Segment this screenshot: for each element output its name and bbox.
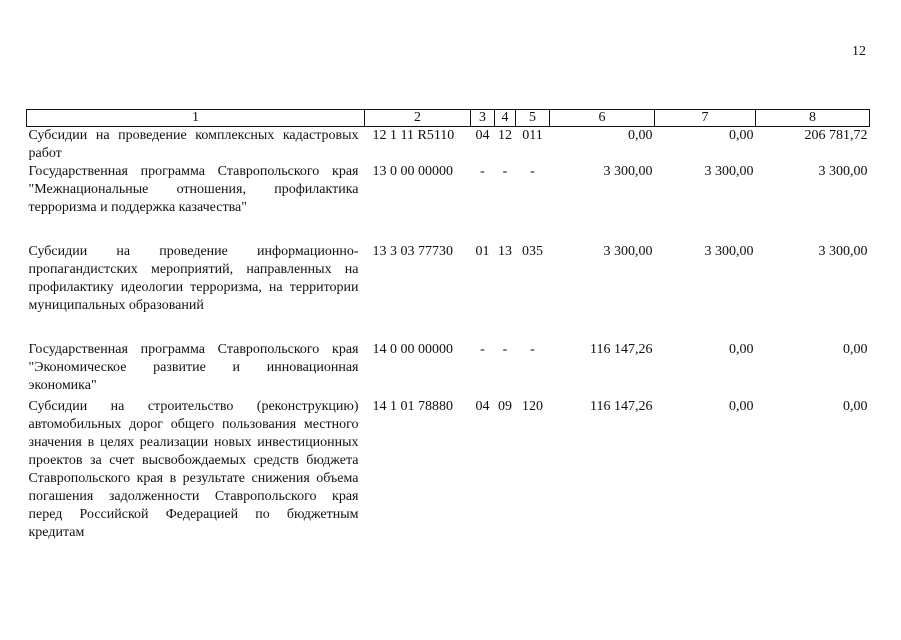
row-value-7: 0,00 (729, 342, 754, 357)
table-row (27, 341, 870, 398)
header-col-3: 3 (471, 110, 495, 127)
row-value-8: 206 781,72 (804, 128, 868, 143)
row-value-8: 3 300,00 (818, 244, 868, 259)
row-value-6: 116 147,26 (590, 399, 653, 414)
row-code: 13 3 03 77730 (372, 244, 453, 259)
row-name: Субсидии на проведение комплексных кадастровых работ (28, 128, 359, 161)
row-name: Государственная программа Ставропольского края "Экономическое развитие и инновационная экономика" (28, 342, 359, 393)
row-value-6: 3 300,00 (603, 164, 653, 179)
row-col-4: - (502, 342, 508, 357)
row-name: Субсидии на проведение информационно-пропагандистских мероприятий, направленных на профилактику идеологии терроризма, на территории муниципальных образований (28, 244, 359, 313)
row-code: 14 1 01 78880 (372, 399, 453, 414)
table-row (27, 243, 870, 341)
row-col-5: 011 (522, 128, 543, 143)
header-col-2: 2 (365, 110, 471, 127)
row-code: 13 0 00 00000 (372, 164, 453, 179)
row-value-7: 3 300,00 (704, 244, 754, 259)
row-col-4: - (502, 164, 508, 179)
row-value-7: 0,00 (729, 128, 754, 143)
header-col-4: 4 (495, 110, 516, 127)
row-col-4: 12 (498, 128, 512, 143)
header-col-5: 5 (516, 110, 550, 127)
budget-table (26, 109, 870, 542)
table-body (27, 127, 870, 543)
row-name: Субсидии на строительство (реконструкцию) автомобильных дорог общего пользования местного значения в целях реализации новых инвестиционных проектов за счет высвобождаемых средств бюджета Ставропольского края в результате снижения объема погашения задолженности Ставропольского края перед Российской Федерацией по бюджетным кредитам (28, 399, 359, 540)
row-col-5: 035 (522, 244, 543, 259)
row-code: 12 1 11 R5110 (372, 128, 455, 143)
table-header (27, 110, 870, 127)
row-value-6: 116 147,26 (590, 342, 653, 357)
table-row (27, 398, 870, 542)
row-value-7: 3 300,00 (704, 164, 754, 179)
row-col-3: 04 (475, 399, 490, 414)
row-value-8: 3 300,00 (818, 164, 868, 179)
row-value-6: 0,00 (628, 128, 653, 143)
header-col-1: 1 (27, 110, 365, 127)
row-col-3: - (480, 342, 485, 357)
table-row (27, 163, 870, 243)
row-col-5: - (530, 164, 535, 179)
row-col-3: 04 (475, 128, 490, 143)
row-col-4: 13 (498, 244, 512, 259)
page-number: 12 (852, 44, 866, 59)
row-col-4: 09 (498, 399, 512, 414)
row-value-7: 0,00 (729, 399, 754, 414)
header-col-8: 8 (756, 110, 870, 127)
row-name: Государственная программа Ставропольского края "Межнациональные отношения, профилактика терроризма и поддержка казачества" (28, 164, 359, 215)
row-value-8: 0,00 (843, 342, 868, 357)
header-col-7: 7 (655, 110, 756, 127)
row-value-6: 3 300,00 (603, 244, 653, 259)
row-code: 14 0 00 00000 (372, 342, 453, 357)
table-row (27, 127, 870, 164)
header-row (27, 110, 870, 127)
row-col-5: - (530, 342, 535, 357)
row-col-3: 01 (475, 244, 490, 259)
row-col-3: - (480, 164, 485, 179)
row-value-8: 0,00 (843, 399, 868, 414)
row-col-5: 120 (522, 399, 543, 414)
header-col-6: 6 (550, 110, 655, 127)
